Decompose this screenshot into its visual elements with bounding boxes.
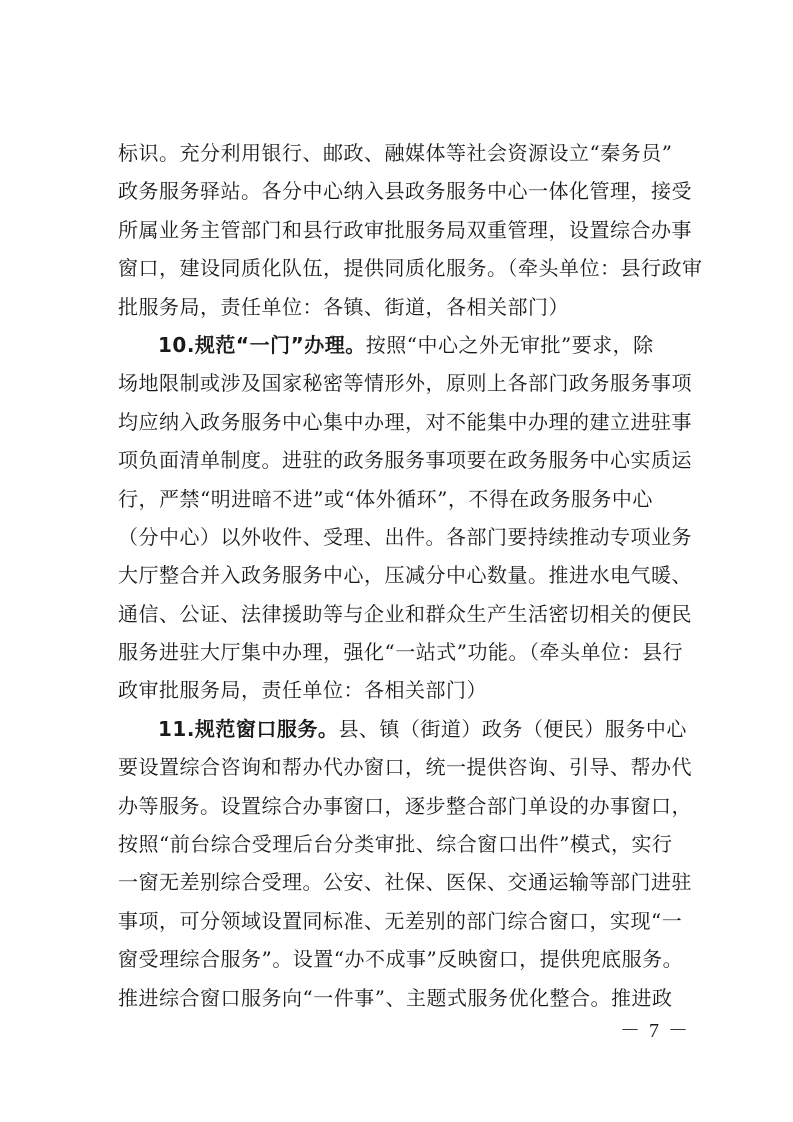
text-line: 要设置综合咨询和帮办代办窗口，统一提供咨询、引导、帮办代 [118,755,692,780]
text-line: 事项，可分领域设置同标准、无差别的部门综合窗口，实现“一 [118,908,683,933]
item-10-heading: 10.规范“一门”办理。 [158,332,366,357]
text-line: 政务服务驿站。各分中心纳入县政务服务中心一体化管理，接受 [118,179,692,204]
text-line: 服务进驻大厅集中办理，强化“一站式”功能。（牵头单位：县行 [118,640,683,665]
text-line: 按照“前台综合受理后台分类审批、综合窗口出件”模式，实行 [118,832,673,857]
text-line: 推进综合窗口服务向“一件事”、主题式服务优化整合。推进政 [118,985,673,1010]
text-line: 一窗无差别综合受理。公安、社保、医保、交通运输等部门进驻 [118,870,692,895]
text-line: （分中心）以外收件、受理、出件。各部门要持续推动专项业务 [118,524,692,549]
item-10-text: 按照“中心之外无审批”要求，除 [365,332,654,357]
text-line: 场地限制或涉及国家秘密等情形外，原则上各部门政务服务事项 [118,371,692,396]
text-line: 窗口，建设同质化队伍，提供同质化服务。（牵头单位：县行政审 [118,256,703,281]
body-text [118,134,703,1017]
text-line: 批服务局，责任单位：各镇、街道，各相关部门） [118,294,569,319]
text-line: 窗受理综合服务”。设置“办不成事”反映窗口，提供兜底服务。 [118,947,684,972]
item-11-first-line [118,710,693,748]
text-line: 通信、公证、法律援助等与企业和群众生产生活密切相关的便民 [118,601,692,626]
text-line: 所属业务主管部门和县行政审批服务局双重管理，设置综合办事 [118,217,692,242]
text-line: 标识。充分利用银行、邮政、融媒体等社会资源设立“秦务员” [118,141,673,165]
page-number: － 7 － [620,1020,690,1042]
text-line: 办等服务。设置综合办事窗口，逐步整合部门单设的办事窗口， [118,793,692,818]
item-10-first-line [118,326,693,364]
text-line: 大厅整合并入政务服务中心，压减分中心数量。推进水电气暖、 [118,563,692,588]
item-11-text: 县、镇（街道）政务（便民）服务中心 [338,716,687,741]
text-line: 项负面清单制度。进驻的政务服务事项要在政务服务中心实质运 [118,448,692,473]
item-11-heading: 11.规范窗口服务。 [158,716,339,741]
text-line: 均应纳入政务服务中心集中办理，对不能集中办理的建立进驻事 [118,409,692,434]
text-line: 行，严禁“明进暗不进”或“体外循环”，不得在政务服务中心 [118,486,653,511]
text-line: 政审批服务局，责任单位：各相关部门） [118,678,487,703]
